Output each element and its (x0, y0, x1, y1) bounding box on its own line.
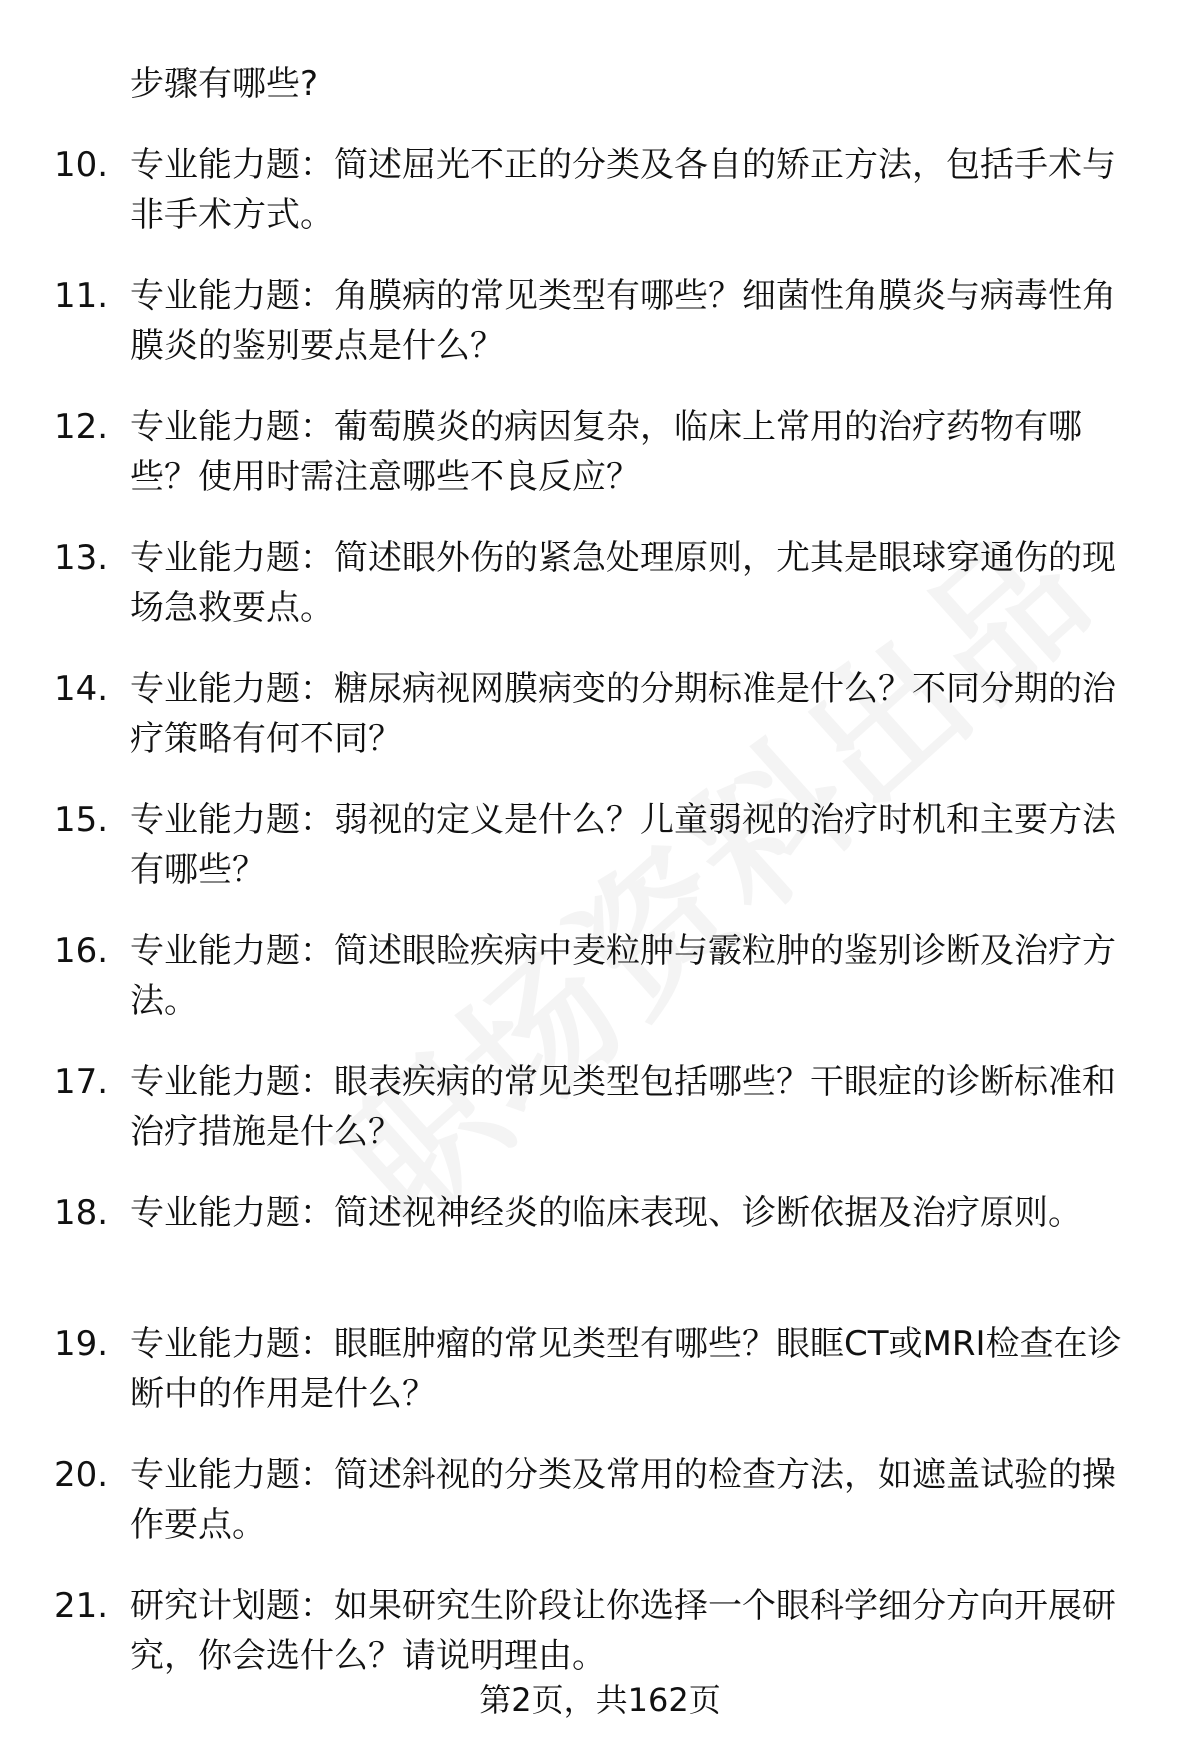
question-number: 13. (54, 538, 109, 578)
question-number: 15. (54, 800, 109, 840)
question-text: 专业能力题：糖尿病视网膜病变的分期标准是什么？不同分期的治疗策略有何不同？ (130, 669, 1116, 759)
question-item (0, 926, 1200, 1057)
question-item (0, 1319, 1200, 1450)
question-text: 研究计划题：如果研究生阶段让你选择一个眼科学细分方向开展研究，你会选什么？请说明理由。 (130, 1586, 1116, 1676)
question-text: 专业能力题：简述视神经炎的临床表现、诊断依据及治疗原则。 (130, 1193, 1082, 1233)
question-item (0, 795, 1200, 926)
question-number: 18. (54, 1193, 109, 1233)
question-text: 专业能力题：眼眶肿瘤的常见类型有哪些？眼眶CT或MRI检查在诊断中的作用是什么？ (130, 1324, 1122, 1414)
question-number: 20. (54, 1455, 109, 1495)
question-item (0, 664, 1200, 795)
question-number: 16. (54, 931, 109, 971)
question-item (0, 1057, 1200, 1188)
question-number: 17. (54, 1062, 109, 1102)
continued-question-text: 步骤有哪些? (130, 64, 319, 104)
question-number: 14. (54, 669, 109, 709)
question-text: 专业能力题：弱视的定义是什么？儿童弱视的治疗时机和主要方法有哪些？ (130, 800, 1116, 890)
question-text: 专业能力题：简述眼睑疾病中麦粒肿与霰粒肿的鉴别诊断及治疗方法。 (130, 931, 1116, 1021)
question-text: 专业能力题：简述屈光不正的分类及各自的矫正方法，包括手术与非手术方式。 (130, 145, 1116, 235)
question-item (0, 402, 1200, 533)
question-number: 19. (54, 1324, 109, 1364)
question-text: 专业能力题：简述斜视的分类及常用的检查方法，如遮盖试验的操作要点。 (130, 1455, 1116, 1545)
question-text: 专业能力题：简述眼外伤的紧急处理原则，尤其是眼球穿通伤的现场急救要点。 (130, 538, 1116, 628)
question-text: 专业能力题：眼表疾病的常见类型包括哪些？干眼症的诊断标准和治疗措施是什么？ (130, 1062, 1116, 1152)
question-number: 12. (54, 407, 109, 447)
page-number-footer: 第2页，共162页 (479, 1681, 721, 1719)
question-text: 专业能力题：角膜病的常见类型有哪些？细菌性角膜炎与病毒性角膜炎的鉴别要点是什么？ (130, 276, 1116, 366)
question-text: 专业能力题：葡萄膜炎的病因复杂，临床上常用的治疗药物有哪些？使用时需注意哪些不良反应？ (130, 407, 1082, 497)
question-number: 10. (54, 145, 109, 185)
question-item (0, 271, 1200, 402)
question-item (0, 140, 1200, 271)
question-item (0, 1188, 1200, 1319)
question-number: 11. (54, 276, 109, 316)
question-item (0, 533, 1200, 664)
question-item (0, 1450, 1200, 1581)
question-number: 21. (54, 1586, 109, 1626)
question-list (0, 140, 1200, 1712)
